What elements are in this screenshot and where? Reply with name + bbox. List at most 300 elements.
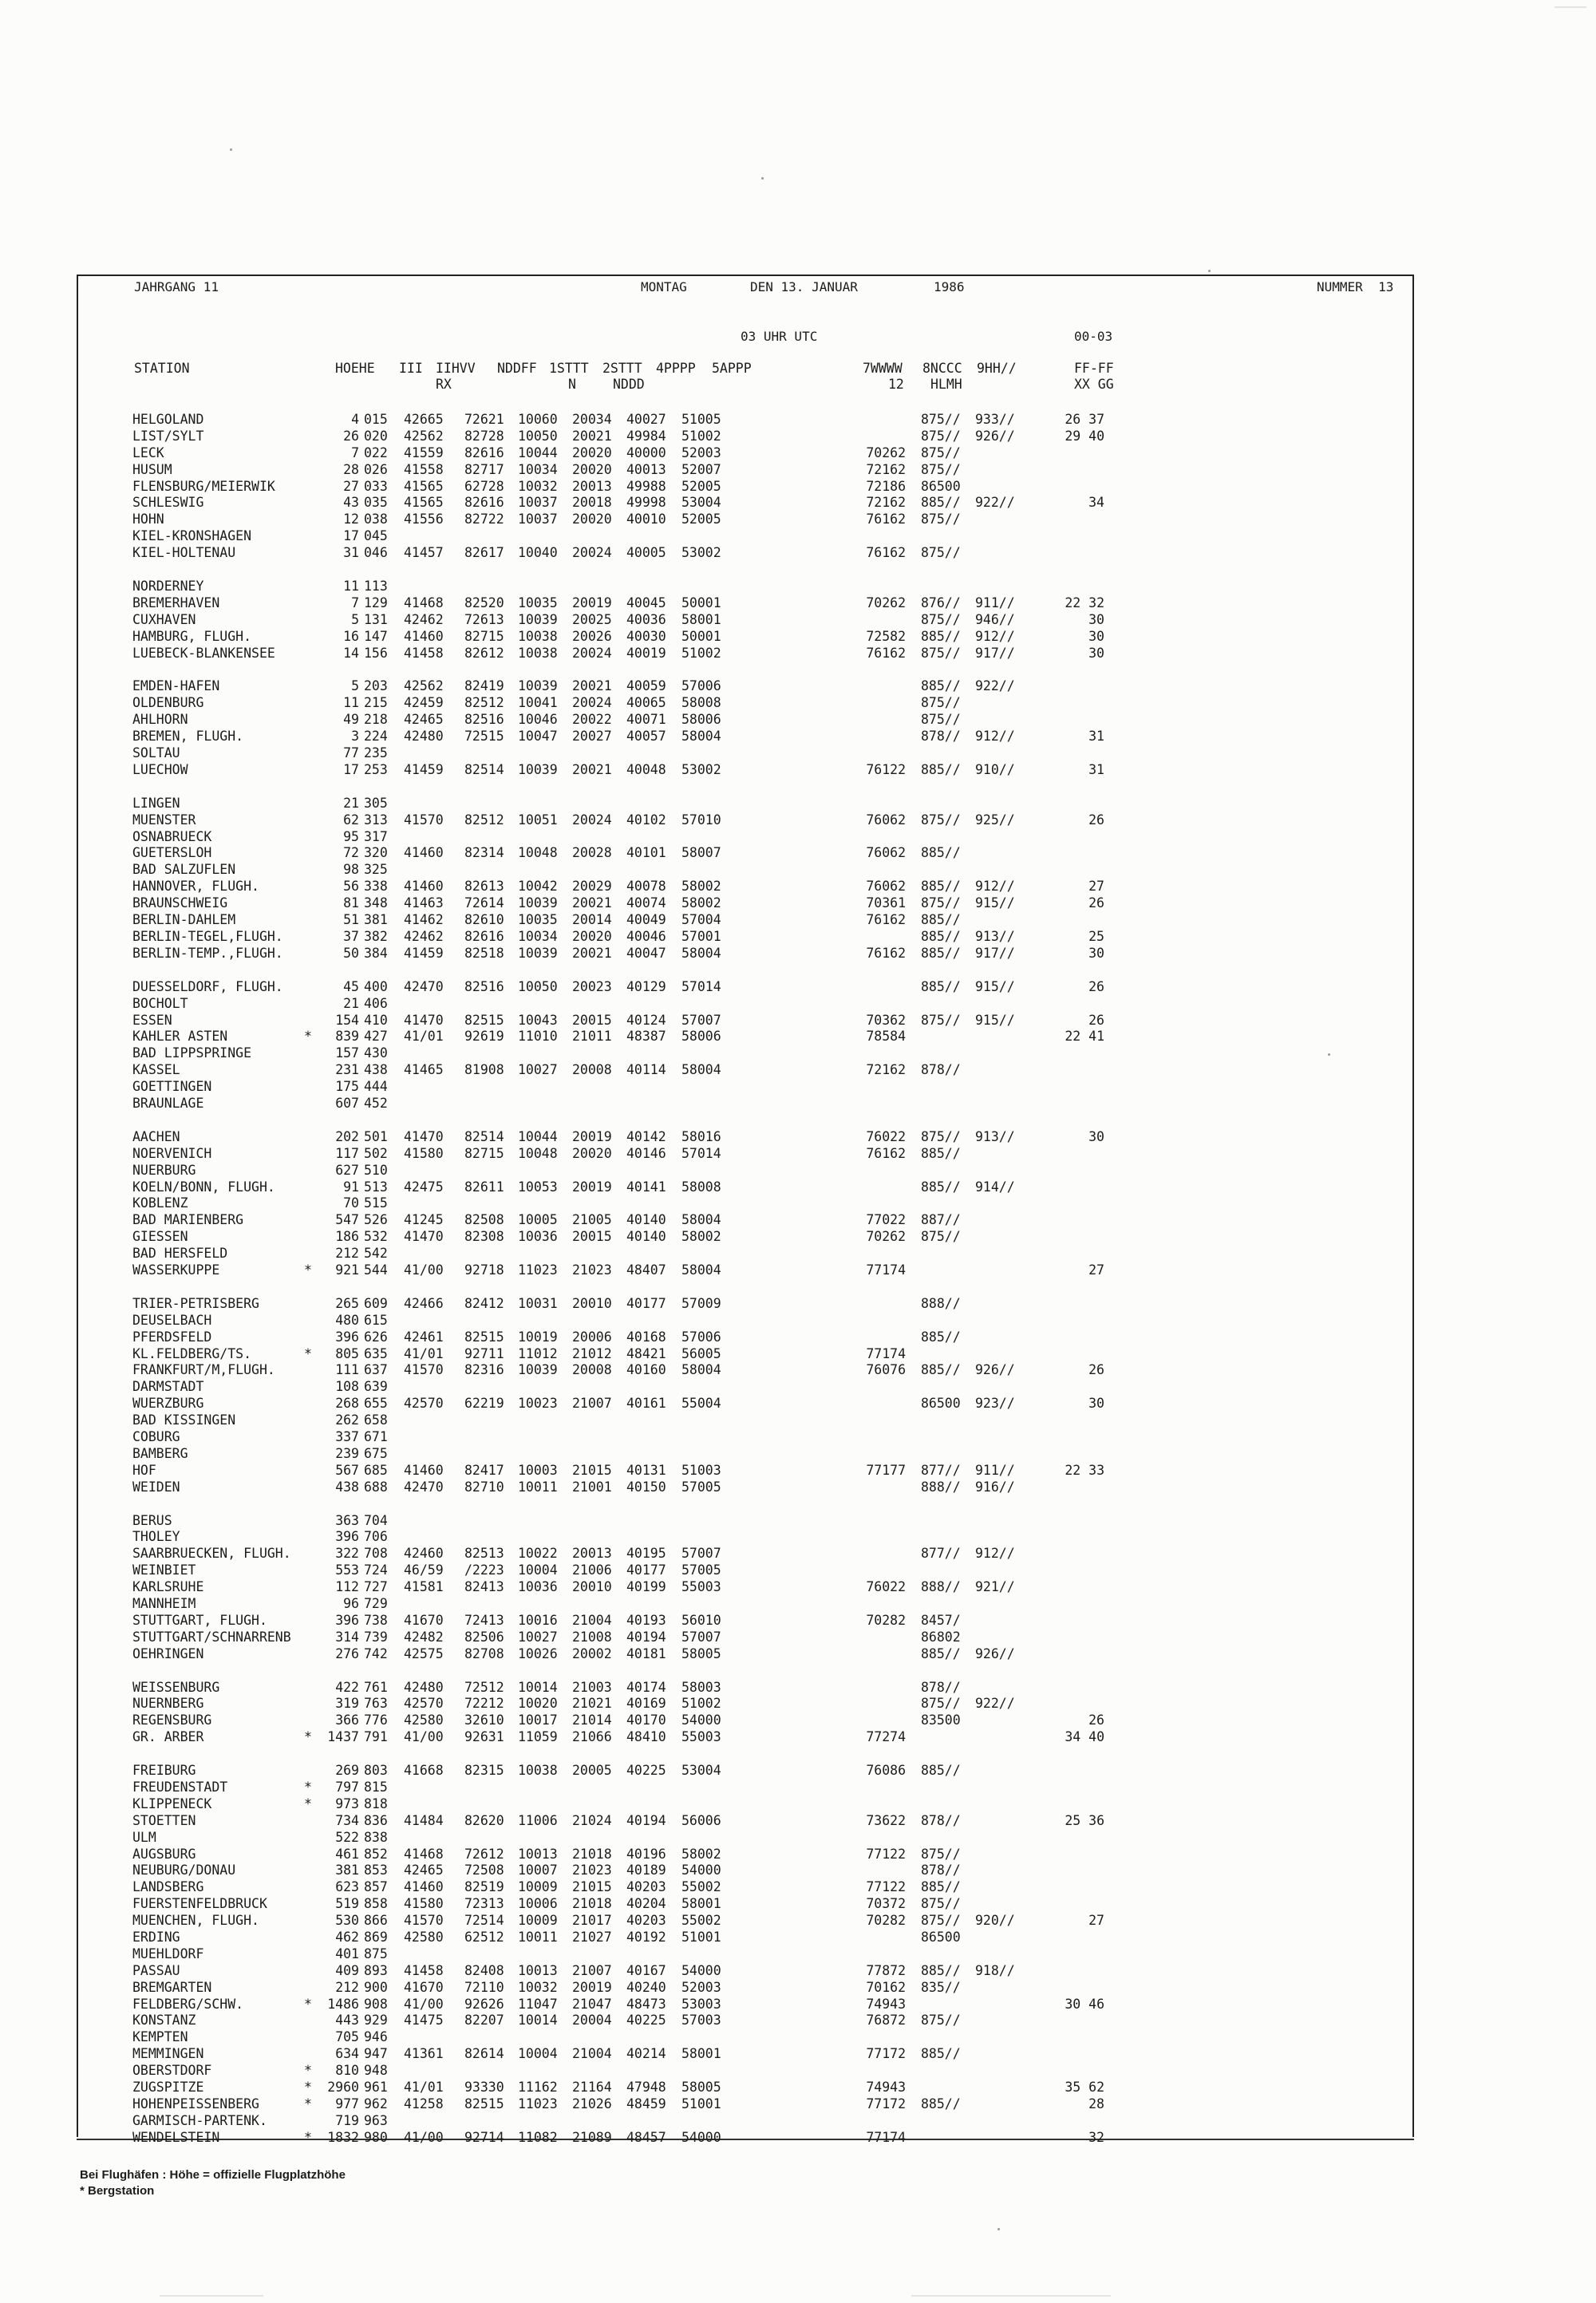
station-altitude: 438 [335,1479,359,1495]
station-row [132,1329,1170,1346]
station-name: HELGOLAND [132,412,204,427]
cell-1sttt: 10009 [518,1879,558,1895]
station-row [132,1946,1170,1963]
cell-iihvv: 41670 [404,1979,444,1995]
cell-1sttt: 10038 [518,628,558,644]
station-altitude: 366 [335,1712,359,1728]
station-name: AACHEN [132,1128,180,1144]
cell-5appp: 51002 [681,1696,721,1712]
station-altitude: 16 [343,628,359,644]
cell-7wwww: 72162 [866,495,906,511]
station-name: MUENCHEN, FLUGH. [132,1913,259,1929]
station-row [132,929,1170,946]
cell-5appp: 58005 [681,1645,721,1661]
cell-nddff: 82612 [464,645,504,661]
group-spacer [132,1746,1170,1763]
cell-1sttt: 10040 [518,545,558,561]
station-row [132,762,1170,779]
cell-4pppp: 40194 [626,1629,666,1645]
cell-8nccc: 86500 [921,1396,961,1412]
footnote-airports: Bei Flughäfen : Höhe = offizielle Flugplatzhöhe [80,2168,346,2182]
cell-5appp: 58005 [681,2080,721,2096]
station-name: CUXHAVEN [132,611,196,627]
cell-8nccc: 888// [921,1579,961,1595]
cell-7wwww: 72162 [866,461,906,477]
cell-8nccc: 885// [921,1329,961,1345]
cell-7wwww: 77172 [866,2046,906,2062]
station-row [132,796,1170,812]
cell-4pppp: 40019 [626,645,666,661]
cell-4pppp: 40189 [626,1863,666,1878]
cell-2sttt: 20004 [572,2013,612,2028]
station-name: WUERZBURG [132,1396,204,1412]
cell-1sttt: 10006 [518,1896,558,1912]
station-name: BRAUNLAGE [132,1095,204,1111]
cell-2sttt: 21003 [572,1679,612,1695]
station-altitude: 11 [343,695,359,711]
station-row [132,1412,1170,1429]
cell-4pppp: 40177 [626,1295,666,1311]
station-name: NORDERNEY [132,579,204,595]
station-number: 035 [364,495,388,511]
station-row [132,2063,1170,2080]
cell-5appp: 58003 [681,1679,721,1695]
cell-4pppp: 40150 [626,1479,666,1495]
cell-5appp: 58002 [681,879,721,895]
cell-8nccc: 875// [921,712,961,728]
station-name: WEIDEN [132,1479,180,1495]
station-altitude: 12 [343,512,359,527]
station-name: FREUDENSTADT [132,1780,228,1795]
cell-nddff: 82520 [464,595,504,610]
station-row [132,1813,1170,1830]
cell-5appp: 58001 [681,611,721,627]
cell-9hh: 922// [975,678,1015,694]
station-altitude: 921 [335,1262,359,1278]
station-number: 637 [364,1362,388,1378]
cell-5appp: 58001 [681,2046,721,2062]
station-altitude: 239 [335,1445,359,1461]
cell-ff: 31 [1088,729,1104,745]
cell-1sttt: 10026 [518,1645,558,1661]
cell-2sttt: 21004 [572,2046,612,2062]
cell-7wwww: 76162 [866,1145,906,1161]
cell-nddff: 82515 [464,1012,504,1028]
station-number: 961 [364,2080,388,2096]
station-number: 410 [364,1012,388,1028]
cell-2sttt: 20008 [572,1062,612,1078]
cell-5appp: 51005 [681,412,721,427]
cell-4pppp: 40199 [626,1579,666,1595]
cell-7wwww: 76062 [866,879,906,895]
station-altitude: 231 [335,1062,359,1078]
cell-2sttt: 20024 [572,812,612,828]
station-altitude: 623 [335,1879,359,1895]
cell-nddff: 72313 [464,1896,504,1912]
cell-nddff: 82513 [464,1546,504,1562]
cell-ff: 26 [1088,1012,1104,1028]
cell-4pppp: 47948 [626,2080,666,2096]
station-name: GUETERSLOH [132,845,212,861]
cell-5appp: 56005 [681,1345,721,1361]
cell-7wwww: 70372 [866,1896,906,1912]
cell-8nccc: 885// [921,845,961,861]
cell-iihvv: 41258 [404,2096,444,2111]
cell-8nccc: 878// [921,1863,961,1878]
col-8nccc-sub: HLMH [930,377,962,392]
station-name: BAD SALZUFLEN [132,862,236,878]
cell-8nccc: 86500 [921,1930,961,1946]
observation-time: 03 UHR UTC [741,329,818,344]
cell-iihvv: 41470 [404,1229,444,1245]
cell-5appp: 57010 [681,812,721,828]
cell-5appp: 58002 [681,895,721,911]
cell-4pppp: 40203 [626,1879,666,1895]
station-altitude: 396 [335,1612,359,1628]
station-name: LUECHOW [132,761,188,777]
cell-ff: 26 37 [1065,412,1104,427]
station-altitude: 627 [335,1162,359,1178]
cell-7wwww: 77172 [866,2096,906,2111]
station-name: LIST/SYLT [132,428,204,444]
station-name: ULM [132,1829,156,1845]
cell-5appp: 58004 [681,1062,721,1078]
col-1sttt-sub: N [568,377,576,392]
station-name: MEMMINGEN [132,2046,204,2062]
cell-7wwww: 76062 [866,845,906,861]
station-number: 708 [364,1546,388,1562]
cell-5appp: 53002 [681,761,721,777]
cell-iihvv: 41565 [404,478,444,494]
station-number: 113 [364,579,388,595]
cell-nddff: 72515 [464,729,504,745]
cell-1sttt: 10050 [518,978,558,994]
cell-1sttt: 10044 [518,1128,558,1144]
station-row [132,1362,1170,1379]
cell-5appp: 51002 [681,645,721,661]
station-name: HANNOVER, FLUGH. [132,879,259,895]
station-number: 203 [364,678,388,694]
cell-2sttt: 20028 [572,845,612,861]
cell-4pppp: 40161 [626,1396,666,1412]
cell-2sttt: 20034 [572,412,612,427]
cell-1sttt: 10017 [518,1712,558,1728]
station-altitude: 530 [335,1913,359,1929]
station-altitude: 81 [343,895,359,911]
cell-9hh: 915// [975,978,1015,994]
station-row [132,946,1170,962]
cell-9hh: 926// [975,1362,1015,1378]
cell-ff: 30 [1088,1128,1104,1144]
cell-1sttt: 10035 [518,595,558,610]
cell-5appp: 58004 [681,945,721,961]
cell-8nccc: 875// [921,1913,961,1929]
cell-2sttt: 21015 [572,1462,612,1478]
station-row [132,1079,1170,1096]
station-row [132,1729,1170,1746]
cell-8nccc: 875// [921,1696,961,1712]
cell-4pppp: 40129 [626,978,666,994]
cell-4pppp: 40074 [626,895,666,911]
cell-nddff: 72413 [464,1612,504,1628]
cell-1sttt: 10011 [518,1930,558,1946]
cell-2sttt: 21004 [572,1612,612,1628]
cell-4pppp: 40192 [626,1930,666,1946]
station-name: KOELN/BONN, FLUGH. [132,1179,275,1195]
station-altitude: 797 [335,1780,359,1795]
cell-1sttt: 10014 [518,2013,558,2028]
station-altitude: 186 [335,1229,359,1245]
station-number: 962 [364,2096,388,2111]
station-number: 852 [364,1846,388,1862]
station-altitude: 719 [335,2112,359,2128]
cell-7wwww: 74943 [866,2080,906,2096]
station-name: KONSTANZ [132,2013,196,2028]
cell-1sttt: 10048 [518,845,558,861]
cell-2sttt: 21026 [572,2096,612,2111]
station-name: HAMBURG, FLUGH. [132,628,252,644]
station-row [132,445,1170,462]
cell-5appp: 50001 [681,628,721,644]
cell-4pppp: 48410 [626,1729,666,1745]
cell-4pppp: 40146 [626,1145,666,1161]
cell-2sttt: 20005 [572,1763,612,1779]
cell-ff: 31 [1088,761,1104,777]
station-altitude: 607 [335,1095,359,1111]
station-number: 658 [364,1412,388,1428]
cell-iihvv: 42665 [404,412,444,427]
station-number: 738 [364,1612,388,1628]
station-row [132,695,1170,712]
station-name: EMDEN-HAFEN [132,678,220,694]
cell-1sttt: 10022 [518,1546,558,1562]
station-name: DUESSELDORF, FLUGH. [132,978,283,994]
cell-4pppp: 40140 [626,1212,666,1228]
cell-nddff: 82508 [464,1212,504,1228]
station-altitude: 45 [343,978,359,994]
cell-iihvv: 42580 [404,1712,444,1728]
station-row [132,1680,1170,1697]
cell-4pppp: 40174 [626,1679,666,1695]
station-row [132,1013,1170,1029]
cell-iihvv: 41565 [404,495,444,511]
cell-4pppp: 48407 [626,1262,666,1278]
cell-nddff: 81908 [464,1062,504,1078]
cell-nddff: 62219 [464,1396,504,1412]
cell-2sttt: 21014 [572,1712,612,1728]
station-altitude: 1486 [327,1996,359,2012]
cell-1sttt: 10043 [518,1012,558,1028]
station-number: 400 [364,978,388,994]
cell-9hh: 912// [975,1546,1015,1562]
station-name: FELDBERG/SCHW. [132,1996,244,2012]
station-name: THOLEY [132,1529,180,1545]
cell-2sttt: 20010 [572,1295,612,1311]
cell-8nccc: 875// [921,428,961,444]
station-altitude: 265 [335,1295,359,1311]
cell-2sttt: 21164 [572,2080,612,2096]
cell-4pppp: 40005 [626,545,666,561]
cell-5appp: 56006 [681,1812,721,1828]
station-altitude: 14 [343,645,359,661]
station-altitude: 547 [335,1212,359,1228]
col-1sttt: 1STTT [549,361,589,376]
cell-4pppp: 48473 [626,1996,666,2012]
cell-1sttt: 11047 [518,1996,558,2012]
cell-2sttt: 21024 [572,1812,612,1828]
cell-5appp: 58004 [681,1262,721,1278]
cell-9hh: 915// [975,1012,1015,1028]
cell-8nccc: 875// [921,1896,961,1912]
station-number: 022 [364,444,388,460]
station-row [132,429,1170,445]
cell-iihvv: 41/00 [404,1262,444,1278]
cell-8nccc: 885// [921,945,961,961]
cell-nddff: 72512 [464,1679,504,1695]
station-altitude: 462 [335,1930,359,1946]
cell-5appp: 57007 [681,1012,721,1028]
cell-5appp: 57005 [681,1562,721,1578]
station-altitude: 805 [335,1345,359,1361]
station-altitude: 56 [343,879,359,895]
cell-nddff: 82515 [464,2096,504,2111]
cell-4pppp: 48457 [626,2129,666,2145]
station-name: KAHLER ASTEN [132,1029,228,1045]
cell-8nccc: 878// [921,1812,961,1828]
station-row [132,1096,1170,1112]
station-altitude: 480 [335,1312,359,1328]
scan-speck [1208,270,1211,272]
cell-nddff: 82613 [464,879,504,895]
station-number: 675 [364,1445,388,1461]
station-name: MANNHEIM [132,1596,196,1611]
station-name: STUTTGART, FLUGH. [132,1612,267,1628]
cell-8nccc: 835// [921,1979,961,1995]
cell-8nccc: 878// [921,729,961,745]
cell-iihvv: 42462 [404,928,444,944]
cell-nddff: 82715 [464,1145,504,1161]
cell-ff: 27 [1088,879,1104,895]
station-row [132,1629,1170,1646]
cell-9hh: 918// [975,1962,1015,1978]
cell-1sttt: 10039 [518,945,558,961]
station-number: 655 [364,1396,388,1412]
station-number: 635 [364,1345,388,1361]
cell-1sttt: 10044 [518,444,558,460]
station-row [132,2113,1170,2130]
cell-2sttt: 20021 [572,428,612,444]
station-altitude: 108 [335,1379,359,1395]
station-altitude: 409 [335,1962,359,1978]
cell-5appp: 57009 [681,1295,721,1311]
cell-2sttt: 21001 [572,1479,612,1495]
cell-8nccc: 885// [921,1362,961,1378]
station-altitude: 4 [351,412,359,427]
station-number: 452 [364,1095,388,1111]
station-row [132,1780,1170,1796]
cell-nddff: 82708 [464,1645,504,1661]
station-name: KARLSRUHE [132,1579,204,1595]
cell-ff: 25 [1088,928,1104,944]
station-altitude: 17 [343,528,359,544]
station-name: BAD KISSINGEN [132,1412,236,1428]
cell-7wwww: 72162 [866,1062,906,1078]
station-number: 900 [364,1979,388,1995]
cell-ff: 30 [1088,611,1104,627]
station-row [132,595,1170,612]
cell-iihvv: 42465 [404,712,444,728]
cell-nddff: 72614 [464,895,504,911]
cell-nddff: 82715 [464,628,504,644]
station-name: NOERVENICH [132,1145,212,1161]
cell-nddff: 92711 [464,1345,504,1361]
mountain-marker: * [304,1345,312,1361]
cell-nddff: 32610 [464,1712,504,1728]
station-altitude: 70 [343,1195,359,1211]
station-name: TRIER-PETRISBERG [132,1295,259,1311]
station-altitude: 381 [335,1863,359,1878]
cell-ff: 30 [1088,1396,1104,1412]
cell-nddff: 72508 [464,1863,504,1878]
cell-2sttt: 20020 [572,928,612,944]
cell-nddff: 82728 [464,428,504,444]
cell-8nccc: 83500 [921,1712,961,1728]
station-number: 908 [364,1996,388,2012]
year-label: 1986 [934,279,965,294]
cell-ff: 34 [1088,495,1104,511]
station-row [132,2013,1170,2029]
cell-4pppp: 48421 [626,1345,666,1361]
cell-iihvv: 41458 [404,645,444,661]
cell-ff: 35 62 [1065,2080,1104,2096]
cell-iihvv: 41558 [404,461,444,477]
cell-1sttt: 10039 [518,895,558,911]
station-name: GR. ARBER [132,1729,204,1745]
station-number: 502 [364,1145,388,1161]
cell-2sttt: 21066 [572,1729,612,1745]
mountain-marker: * [304,1029,312,1045]
station-row [132,1830,1170,1847]
station-table [132,412,1170,2147]
cell-1sttt: 10034 [518,461,558,477]
cell-4pppp: 40160 [626,1362,666,1378]
station-altitude: 7 [351,444,359,460]
station-altitude: 269 [335,1763,359,1779]
cell-7wwww: 70262 [866,595,906,610]
station-number: 338 [364,879,388,895]
cell-5appp: 52007 [681,461,721,477]
cell-iihvv: 42562 [404,678,444,694]
col-hoehe: HOEHE [335,361,375,376]
cell-7wwww: 78584 [866,1029,906,1045]
cell-5appp: 57006 [681,1329,721,1345]
station-altitude: 212 [335,1979,359,1995]
cell-2sttt: 20019 [572,1979,612,1995]
station-number: 532 [364,1229,388,1245]
cell-5appp: 58006 [681,1029,721,1045]
mountain-marker: * [304,1729,312,1745]
cell-nddff: 82514 [464,761,504,777]
cell-8nccc: 885// [921,1962,961,1978]
station-row [132,1396,1170,1412]
station-name: BREMGARTEN [132,1979,212,1995]
group-spacer [132,562,1170,579]
cell-2sttt: 20010 [572,1579,612,1595]
station-altitude: 98 [343,862,359,878]
cell-7wwww: 77872 [866,1962,906,1978]
cell-1sttt: 10039 [518,611,558,627]
station-name: NUERNBERG [132,1696,204,1712]
